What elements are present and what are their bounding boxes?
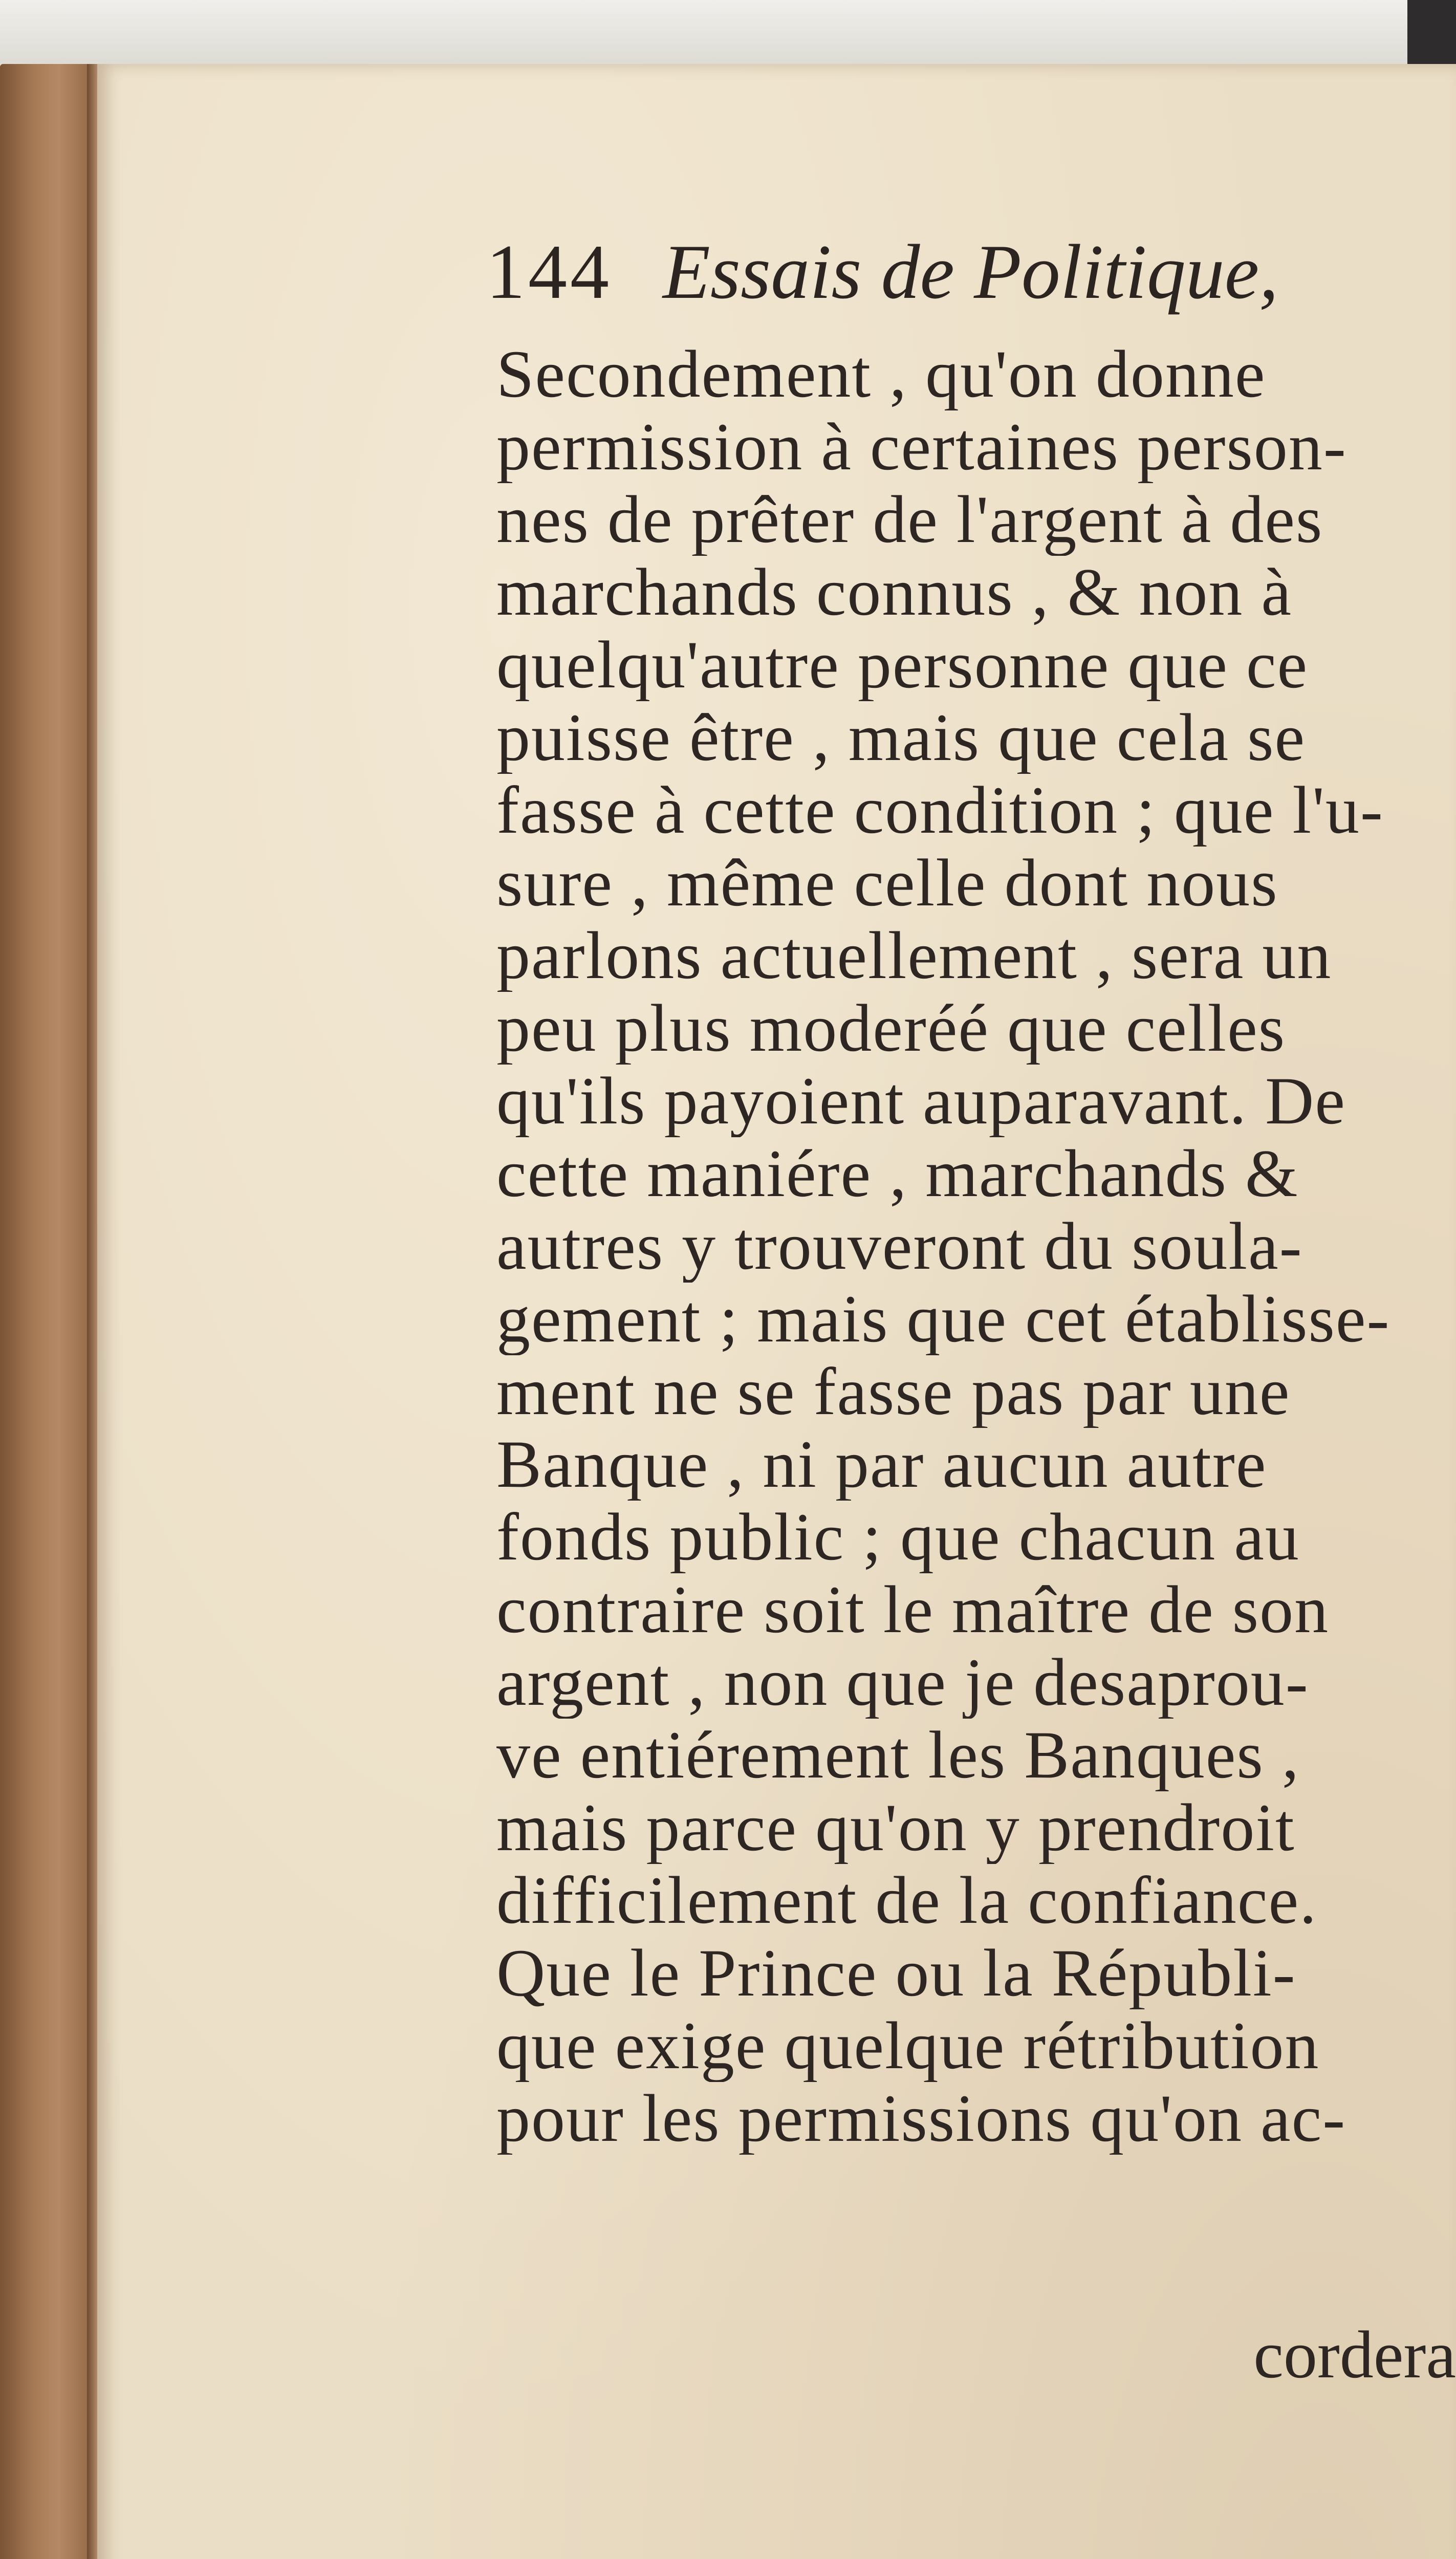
page-number: 144: [486, 229, 612, 315]
text-line: quelqu'autre personne que ce: [496, 628, 1309, 701]
text-line: difficilement de la confiance.: [496, 1864, 1318, 1937]
text-line: ve entiérement les Banques ,: [496, 1719, 1300, 1791]
text-line: argent , non que je desaprou-: [496, 1646, 1309, 1719]
text-line: ment ne se fasse pas par une: [496, 1355, 1291, 1428]
text-line: Secondement , qu'on donne: [496, 338, 1266, 410]
book-spine: [0, 64, 97, 2559]
text-line: nes de prêter de l'argent à des: [496, 483, 1323, 556]
catchword-area: [1098, 0, 1456, 2559]
text-line: parlons actuellement , sera un: [496, 919, 1332, 992]
text-line: qu'ils payoient auparavant. De: [496, 1065, 1346, 1137]
text-line: contraire soit le maître de son: [496, 1573, 1330, 1646]
text-line: Banque , ni par aucun autre: [496, 1428, 1267, 1501]
text-line: mais parce qu'on y prendroit: [496, 1791, 1295, 1864]
text-line: que exige quelque rétribution: [496, 2009, 1320, 2082]
running-title: Essais de Politique,: [663, 229, 1279, 315]
text-line: cette maniére , marchands &: [496, 1137, 1299, 1210]
text-line: fonds public ; que chacun au: [496, 1501, 1300, 1573]
text-line: peu plus moderéé que celles: [496, 992, 1286, 1065]
text-line: autres y trouveront du soula-: [496, 1210, 1303, 1283]
text-line: marchands connus , & non à: [496, 556, 1292, 628]
text-line: gement ; mais que cet établisse-: [496, 1283, 1390, 1355]
text-line: permission à certaines person-: [496, 410, 1347, 483]
text-line: sure , même celle dont nous: [496, 847, 1278, 919]
catchword: cordera: [1253, 2318, 1456, 2391]
text-line: fasse à cette condition ; que l'u-: [496, 774, 1384, 847]
text-line: Que le Prince ou la Républi-: [496, 1937, 1296, 2009]
text-line: pour les permissions qu'on ac-: [496, 2082, 1346, 2155]
text-line: puisse être , mais que cela se: [496, 701, 1306, 774]
